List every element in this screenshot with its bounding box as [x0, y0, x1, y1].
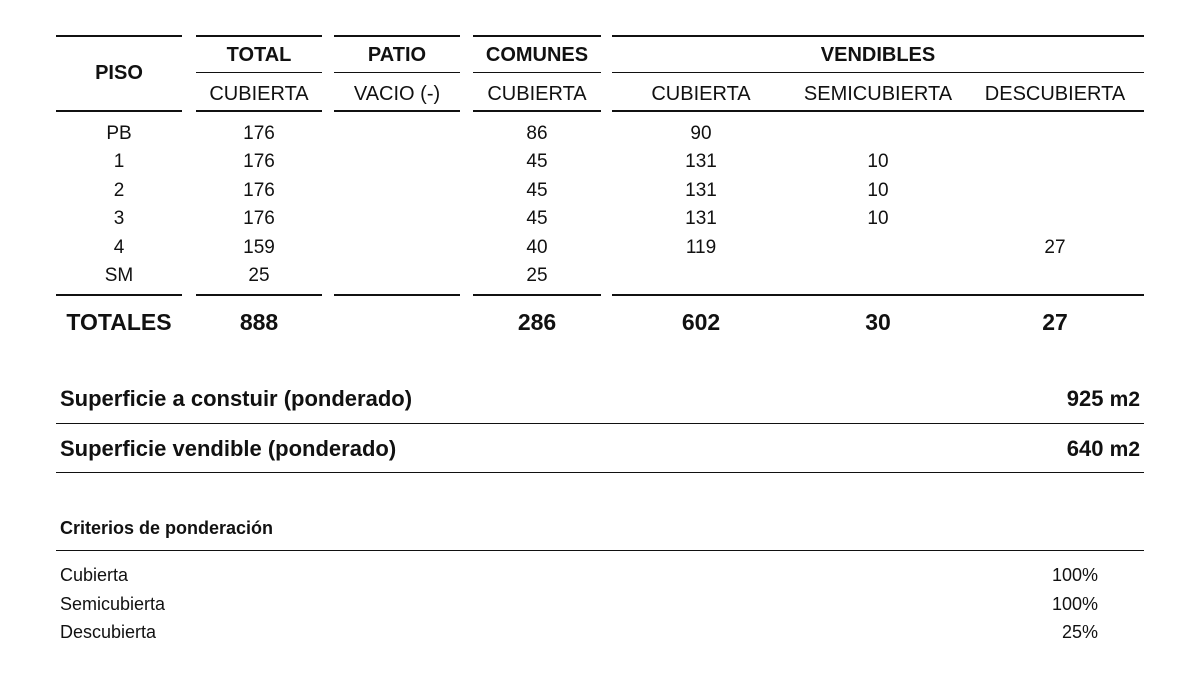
summary-vendible-number: 640 [1066, 436, 1104, 461]
cell-total: 176 [243, 123, 275, 144]
cell-comunes: 40 [526, 236, 548, 258]
col-subheader-total: CUBIERTA [209, 83, 309, 105]
cell-piso: PB [106, 123, 132, 144]
criteria-rule [56, 550, 1144, 551]
totals-rule-comunes [473, 294, 601, 296]
cell-semicubierta: 10 [867, 151, 889, 173]
cell-cubierta: 90 [690, 123, 712, 144]
header-mid-rule-total [196, 72, 322, 73]
header-mid-rule-vendibles [612, 72, 1144, 73]
criteria-item-value: 100% [1051, 565, 1098, 585]
cell-total: 25 [248, 265, 270, 286]
summary-construir-label: Superficie a constuir (ponderado) [60, 386, 413, 411]
criteria-item-label: Semicubierta [60, 593, 166, 614]
header-bottom-rule-piso [56, 110, 182, 112]
cell-semicubierta: 10 [867, 179, 889, 201]
cell-comunes: 25 [526, 265, 548, 286]
cell-comunes: 45 [526, 151, 548, 173]
criteria-item-value: 100% [1051, 593, 1098, 614]
cell-comunes: 45 [526, 208, 548, 230]
totals-descubierta: 27 [1042, 309, 1068, 335]
cell-cubierta: 119 [685, 236, 717, 258]
summary-vendible-label: Superficie vendible (ponderado) [60, 436, 397, 461]
header-bottom-rule-comunes [473, 110, 601, 112]
cell-descubierta: 27 [1044, 236, 1066, 258]
totals-semicubierta: 30 [865, 309, 891, 335]
cell-cubierta: 131 [685, 151, 717, 173]
cell-total: 176 [243, 179, 275, 201]
header-bottom-rule-vendibles [612, 110, 1144, 112]
header-mid-rule-comunes [473, 72, 601, 73]
cell-total: 159 [243, 236, 275, 258]
header-mid-rule-patio [334, 72, 460, 73]
summary-vendible [60, 436, 1140, 462]
cell-semicubierta: 10 [867, 208, 889, 230]
totals-cubierta: 602 [681, 309, 721, 335]
totals-label: TOTALES [66, 309, 172, 335]
header-gap [322, 34, 334, 38]
header-gap [601, 34, 612, 38]
summary-construir [60, 386, 1140, 412]
summary-vendible-value [1067, 436, 1140, 462]
header-bottom-rule-total [196, 110, 322, 112]
cell-total: 176 [243, 151, 275, 173]
col-header-vendibles: VENDIBLES [820, 44, 936, 66]
cell-piso: 2 [113, 179, 125, 201]
summary-rule-2 [56, 472, 1144, 473]
criteria-title: Criterios de ponderación [60, 518, 274, 538]
col-header-total: TOTAL [226, 44, 292, 66]
col-header-patio: PATIO [367, 44, 427, 66]
cell-comunes: 45 [526, 179, 548, 201]
col-subheader-vend-semicubierta: SEMICUBIERTA [803, 83, 953, 105]
col-subheader-vend-descubierta: DESCUBIERTA [984, 83, 1126, 105]
totals-total: 888 [239, 309, 279, 335]
summary-construir-number: 925 [1066, 386, 1104, 411]
criteria-item-label: Cubierta [60, 565, 129, 585]
cell-cubierta: 131 [685, 179, 717, 201]
summary-vendible-unit: m2 [1109, 438, 1140, 461]
header-gap [460, 34, 473, 38]
col-subheader-comunes: CUBIERTA [487, 83, 587, 105]
cell-cubierta: 131 [685, 208, 717, 230]
header-gap [182, 34, 196, 38]
cell-comunes: 86 [526, 123, 548, 144]
col-subheader-vend-cubierta: CUBIERTA [651, 83, 751, 105]
summary-rule-1 [56, 423, 1144, 424]
header-bottom-rule-patio [334, 110, 460, 112]
cell-total: 176 [243, 208, 275, 230]
col-header-piso: PISO [95, 62, 143, 84]
header-top-rule-left [56, 35, 1144, 37]
cell-piso: 3 [113, 208, 125, 230]
totals-rule-patio [334, 294, 460, 296]
summary-construir-value [1067, 386, 1140, 412]
cell-piso: SM [104, 265, 134, 286]
totals-rule-piso [56, 294, 182, 296]
totals-rule-total [196, 294, 322, 296]
summary-construir-unit: m2 [1109, 388, 1140, 411]
cell-piso: 4 [113, 236, 125, 258]
col-header-comunes: COMUNES [485, 44, 589, 66]
criteria-item-value: 25% [1061, 622, 1098, 642]
totals-rule-vendibles [612, 294, 1144, 296]
criteria-item-label: Descubierta [60, 622, 157, 642]
col-subheader-patio: VACIO (-) [353, 83, 441, 105]
cell-piso: 1 [113, 151, 125, 173]
totals-comunes: 286 [517, 309, 557, 335]
